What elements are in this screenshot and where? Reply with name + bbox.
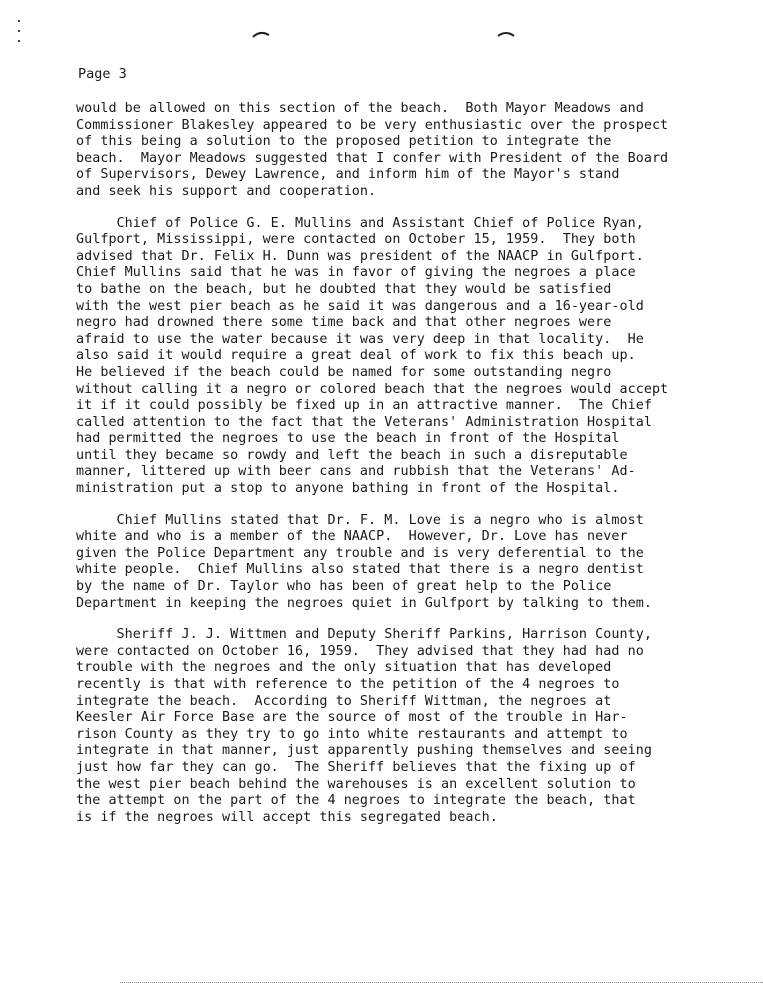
text-line: without calling it a negro or colored beach that the negroes would accept xyxy=(76,381,669,397)
page-number: Page 3 xyxy=(78,66,127,82)
text-line: Chief Mullins stated that Dr. F. M. Love is a negro who is almost xyxy=(76,512,644,528)
text-line: trouble with the negroes and the only situation that has developed xyxy=(76,660,612,676)
text-line: rison County as they try to go into white restaurants and attempt to xyxy=(76,726,628,742)
paragraph xyxy=(76,627,746,826)
binding-hole-mark-left xyxy=(252,30,270,38)
text-line: and seek his support and cooperation. xyxy=(76,183,377,199)
punch-edge-marks xyxy=(18,20,22,60)
paragraph xyxy=(76,216,746,498)
text-line: He believed if the beach could be named for some outstanding negro xyxy=(76,364,612,380)
text-line: advised that Dr. Felix H. Dunn was president of the NAACP in Gulfport. xyxy=(76,248,644,264)
text-line: of this being a solution to the proposed petition to integrate the xyxy=(76,134,612,150)
text-line: afraid to use the water because it was very deep in that locality. He xyxy=(76,331,644,347)
text-line: it if it could possibly be fixed up in an attractive manner. The Chief xyxy=(76,398,652,414)
bottom-edge-line xyxy=(120,982,763,983)
text-line: beach. Mayor Meadows suggested that I confer with President of the Board xyxy=(76,150,669,166)
body-text xyxy=(76,101,746,841)
text-line: ministration put a stop to anyone bathing in front of the Hospital. xyxy=(76,481,620,497)
text-line: of Supervisors, Dewey Lawrence, and inform him of the Mayor's stand xyxy=(76,167,620,183)
text-line: integrate the beach. According to Sheriff Wittman, the negroes at xyxy=(76,693,612,709)
text-line: recently is that with reference to the petition of the 4 negroes to xyxy=(76,677,620,692)
binding-hole-mark-right xyxy=(497,30,515,38)
text-line: Commissioner Blakesley appeared to be very enthusiastic over the prospect xyxy=(76,117,669,133)
text-line: the west pier beach behind the warehouses is an excellent solution to xyxy=(76,776,636,792)
text-line: Chief Mullins said that he was in favor of giving the negroes a place xyxy=(76,265,636,281)
text-line: Gulfport, Mississippi, were contacted on October 15, 1959. They both xyxy=(76,232,636,248)
text-line: white people. Chief Mullins also stated that there is a negro dentist xyxy=(76,562,644,578)
text-line: to bathe on the beach, but he doubted that they would be satisfied xyxy=(76,281,612,297)
text-line: would be allowed on this section of the beach. Both Mayor Meadows and xyxy=(76,101,644,116)
text-line: with the west pier beach as he said it was dangerous and a 16-year-old xyxy=(76,298,644,314)
text-line: also said it would require a great deal of work to fix this beach up. xyxy=(76,348,636,364)
text-line: is if the negroes will accept this segregated beach. xyxy=(76,809,498,825)
text-line: white and who is a member of the NAACP. However, Dr. Love has never xyxy=(76,529,628,545)
paragraph xyxy=(76,513,746,613)
text-line: were contacted on October 16, 1959. They advised that they had had no xyxy=(76,643,644,659)
text-line: Department in keeping the negroes quiet in Gulfport by talking to them. xyxy=(76,595,652,611)
text-line: Keesler Air Force Base are the source of most of the trouble in Har- xyxy=(76,710,628,726)
text-line: given the Police Department any trouble and is very deferential to the xyxy=(76,545,644,561)
text-line: had permitted the negroes to use the beach in front of the Hospital xyxy=(76,431,620,447)
text-line: called attention to the fact that the Veterans' Administration Hospital xyxy=(76,414,652,430)
text-line: until they became so rowdy and left the beach in such a disreputable xyxy=(76,447,628,463)
text-line: manner, littered up with beer cans and rubbish that the Veterans' Ad- xyxy=(76,464,636,480)
paragraph xyxy=(76,101,746,201)
text-line: the attempt on the part of the 4 negroes to integrate the beach, that xyxy=(76,793,636,809)
text-line: Sheriff J. J. Wittmen and Deputy Sheriff Parkins, Harrison County, xyxy=(76,627,652,643)
text-line: just how far they can go. The Sheriff believes that the fixing up of xyxy=(76,759,636,775)
text-line: negro had drowned there some time back and that other negroes were xyxy=(76,315,612,331)
text-line: integrate in that manner, just apparently pushing themselves and seeing xyxy=(76,743,652,759)
text-line: Chief of Police G. E. Mullins and Assistant Chief of Police Ryan, xyxy=(76,215,644,231)
text-line: by the name of Dr. Taylor who has been of great help to the Police xyxy=(76,579,612,595)
